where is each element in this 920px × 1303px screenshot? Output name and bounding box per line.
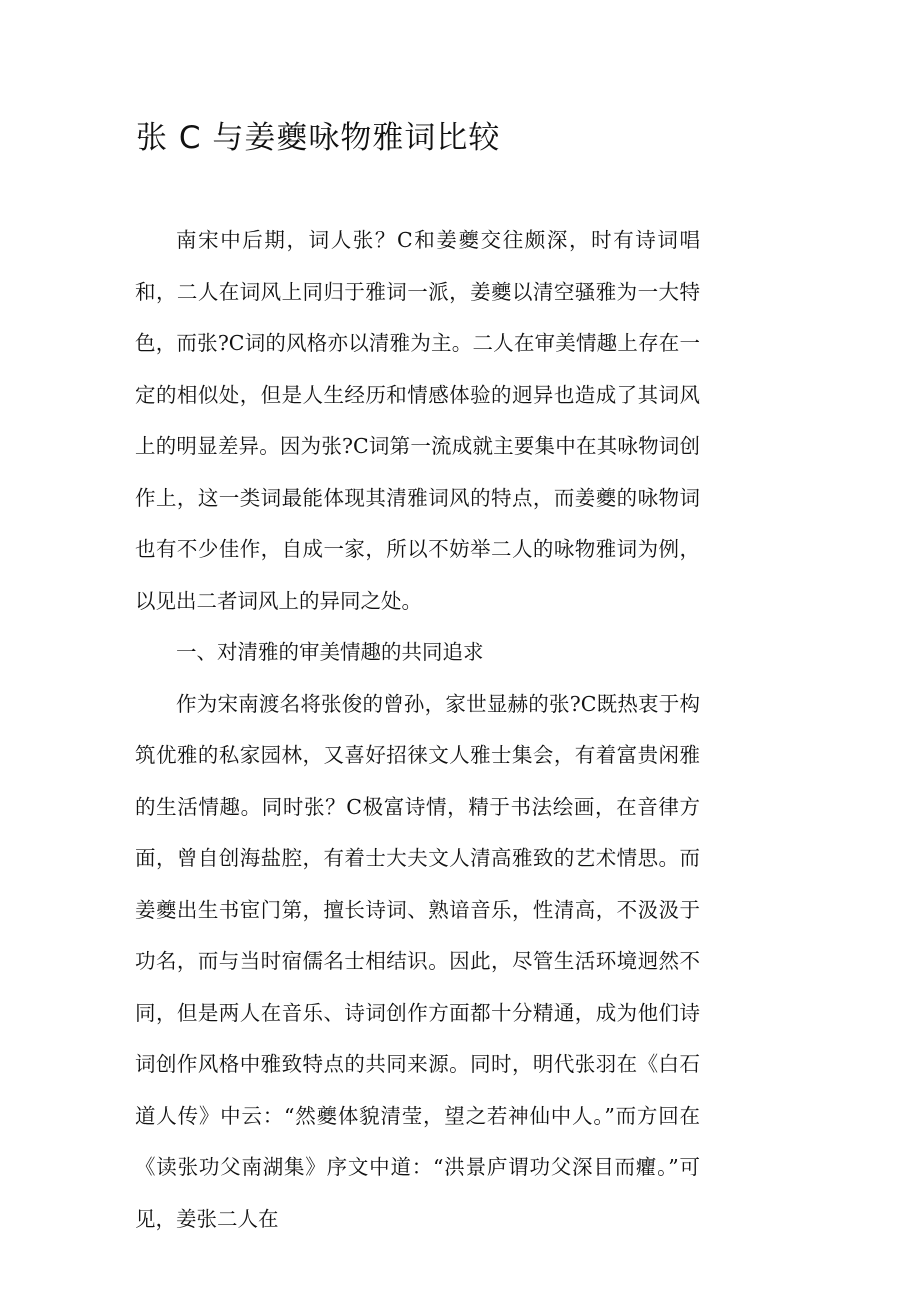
document-title: 张 C 与姜夔咏物雅词比较 xyxy=(136,120,501,156)
document-body xyxy=(135,215,700,1245)
intro-paragraph: 南宋中后期，词人张？C和姜夔交往颇深，时有诗词唱和，二人在词风上同归于雅词一派，姜夔以清空骚雅为一大特色，而张?C词的风格亦以清雅为主。二人在审美情趣上存在一定的相似处，但是人生经历和情感体验的迥异也造成了其词风上的明显差异。因为张?C词第一流成就主要集中在其咏物词创作上，这一类词最能体现其清雅词风的特点，而姜夔的咏物词也有不少佳作，自成一家，所以不妨举二人的咏物雅词为例，以见出二者词风上的异同之处。 xyxy=(135,228,700,613)
section-heading: 一、对清雅的审美情趣的共同追求 xyxy=(176,640,484,664)
section-paragraph: 作为宋南渡名将张俊的曾孙，家世显赫的张?C既热衷于构筑优雅的私家园林，又喜好招徕文人雅士集会，有着富贵闲雅的生活情趣。同时张？C极富诗情，精于书法绘画，在音律方面，曾自创海盐腔，有着士大夫文人清高雅致的艺术情思。而姜夔出生书宦门第，擅长诗词、熟谙音乐，性清高，不汲汲于功名，而与当时宿儒名士相结识。因此，尽管生活环境迥然不同，但是两人在音乐、诗词创作方面都十分精通，成为他们诗词创作风格中雅致特点的共同来源。同时，明代张羽在《白石道人传》中云：“然夔体貌清莹，望之若神仙中人。”而方回在《读张功父南湖集》序文中道：“洪景庐谓功父深目而癯。”可见，姜张二人在 xyxy=(135,691,700,1231)
